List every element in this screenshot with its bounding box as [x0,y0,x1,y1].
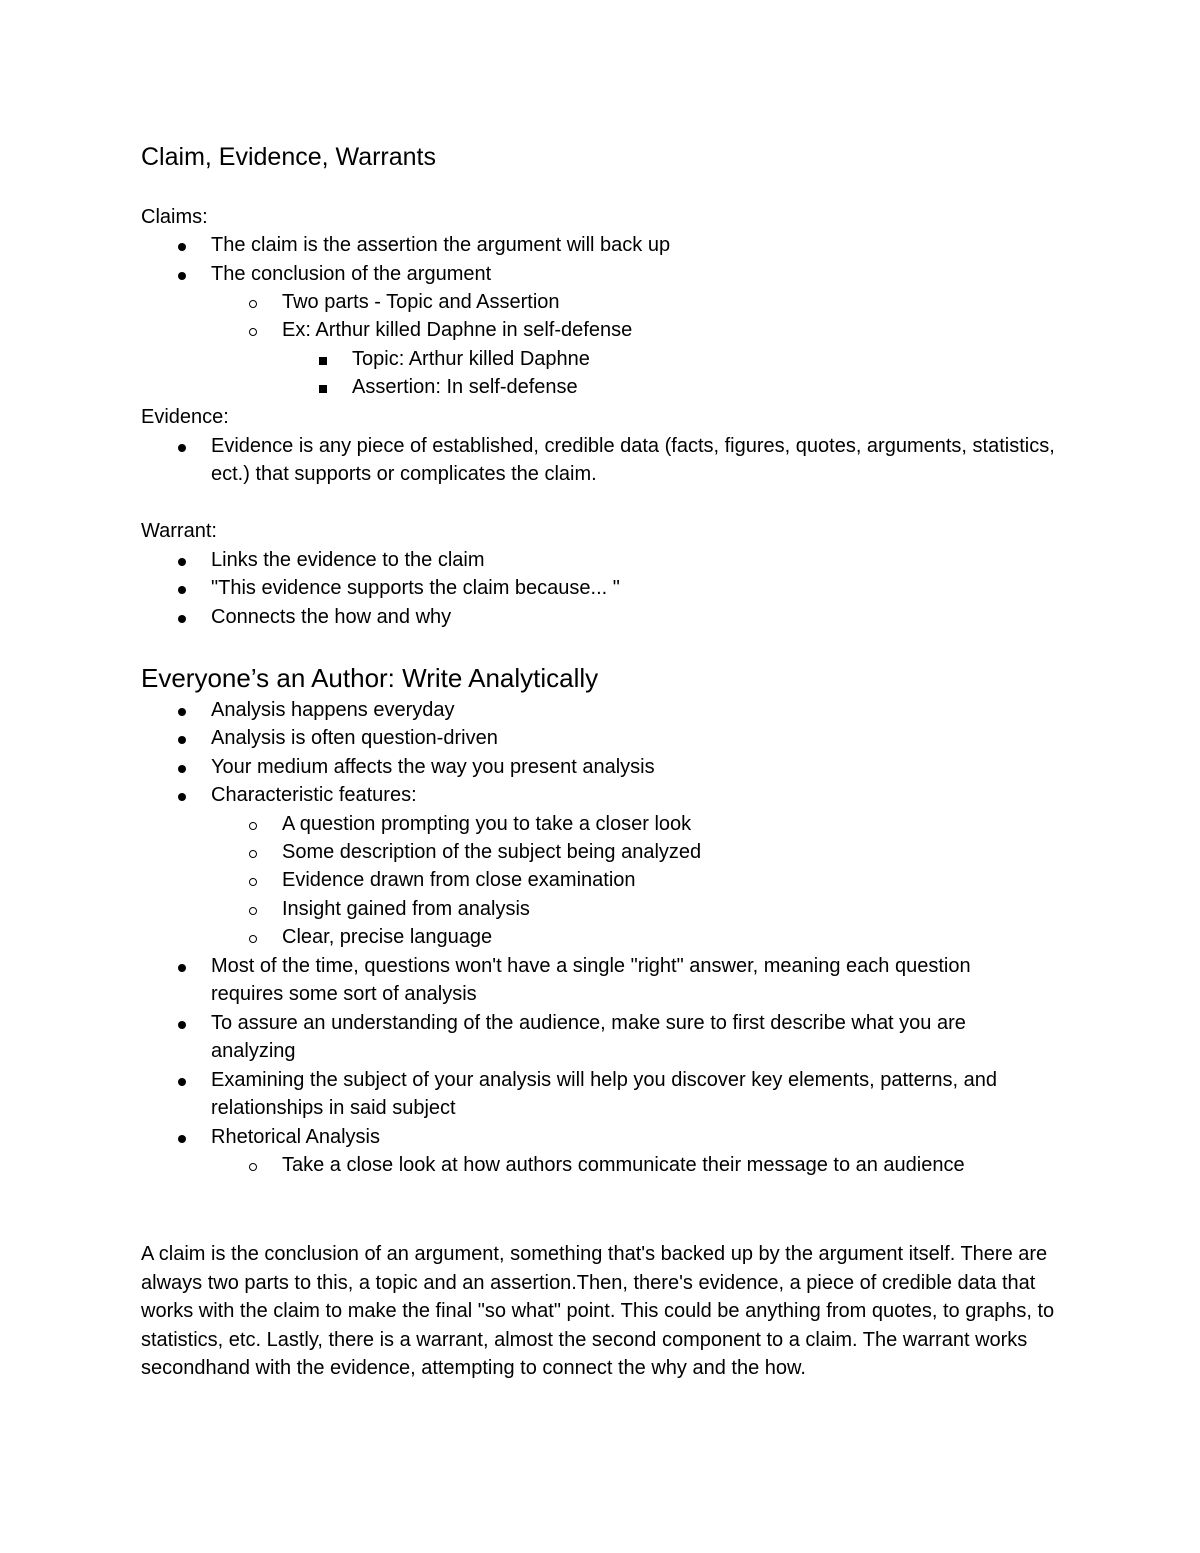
list-item: Evidence drawn from close examination [282,869,636,891]
bullet-disc-icon [178,736,186,744]
bullet-disc-icon [178,1078,186,1086]
list-item: Assertion: In self-defense [352,376,578,398]
list-item: Characteristic features: [211,784,417,806]
list-item: To assure an understanding of the audience, make sure to first describe what you are [211,1012,966,1034]
bullet-disc-icon [178,243,186,251]
list-item-continuation: ect.) that supports or complicates the claim. [211,463,597,485]
list-item: A question prompting you to take a closer look [282,813,692,835]
list-item: Insight gained from analysis [282,898,530,920]
bullet-disc-icon [178,444,186,452]
bullet-circle-icon [249,822,257,830]
bullet-circle-icon [249,300,257,308]
list-item: The conclusion of the argument [211,263,492,285]
bullet-disc-icon [178,558,186,566]
bullet-circle-icon [249,1163,257,1171]
bullet-disc-icon [178,1135,186,1143]
list-item: Clear, precise language [282,926,493,948]
bullet-square-icon [319,357,327,365]
list-item: Rhetorical Analysis [211,1126,380,1148]
list-item: Some description of the subject being analyzed [282,841,702,863]
bullet-circle-icon [249,935,257,943]
list-item: "This evidence supports the claim because... " [211,577,620,599]
bullet-circle-icon [249,850,257,858]
bullet-disc-icon [178,1021,186,1029]
list-item: Two parts - Topic and Assertion [282,291,560,313]
list-item: Take a close look at how authors communicate their message to an audience [282,1154,965,1176]
list-item-continuation: relationships in said subject [211,1097,456,1119]
label-warrant: Warrant: [141,520,217,542]
list-item: Evidence is any piece of established, credible data (facts, figures, quotes, arguments, statistics, [211,435,1055,457]
list-item: Links the evidence to the claim [211,549,485,571]
heading-claim-evidence-warrants: Claim, Evidence, Warrants [141,143,436,171]
list-item: Topic: Arthur killed Daphne [352,348,590,370]
bullet-disc-icon [178,586,186,594]
list-item-continuation: analyzing [211,1040,296,1062]
bullet-disc-icon [178,615,186,623]
list-item: Connects the how and why [211,606,452,628]
list-item: Your medium affects the way you present analysis [211,756,655,778]
list-item: Analysis is often question-driven [211,727,498,749]
bullet-circle-icon [249,328,257,336]
bullet-disc-icon [178,793,186,801]
bullet-disc-icon [178,964,186,972]
list-item: Analysis happens everyday [211,699,455,721]
list-item: Ex: Arthur killed Daphne in self-defense [282,319,633,341]
bullet-disc-icon [178,708,186,716]
bullet-square-icon [319,385,327,393]
list-item-continuation: requires some sort of analysis [211,983,477,1005]
bullet-disc-icon [178,272,186,280]
list-item: Examining the subject of your analysis will help you discover key elements, patterns, and [211,1069,997,1091]
label-claims: Claims: [141,206,208,228]
heading-write-analytically: Everyone’s an Author: Write Analytically [141,663,599,693]
summary-paragraph: A claim is the conclusion of an argument, something that's backed up by the argument itself. There are always two parts to this, a topic and an assertion.Then, there's evidence, a piece of credible data that works with the claim to make the final "so what" point. This could be anything from quotes, to graphs, to statistics, etc. Lastly, there is a warrant, almost the second component to a claim. The warrant works secondhand with the evidence, attempting to connect the why and the how. [141,1243,1055,1380]
list-item: The claim is the assertion the argument will back up [211,234,671,256]
list-item: Most of the time, questions won't have a single "right" answer, meaning each question [211,955,971,977]
bullet-circle-icon [249,907,257,915]
bullet-circle-icon [249,878,257,886]
bullet-disc-icon [178,765,186,773]
label-evidence: Evidence: [141,406,229,428]
